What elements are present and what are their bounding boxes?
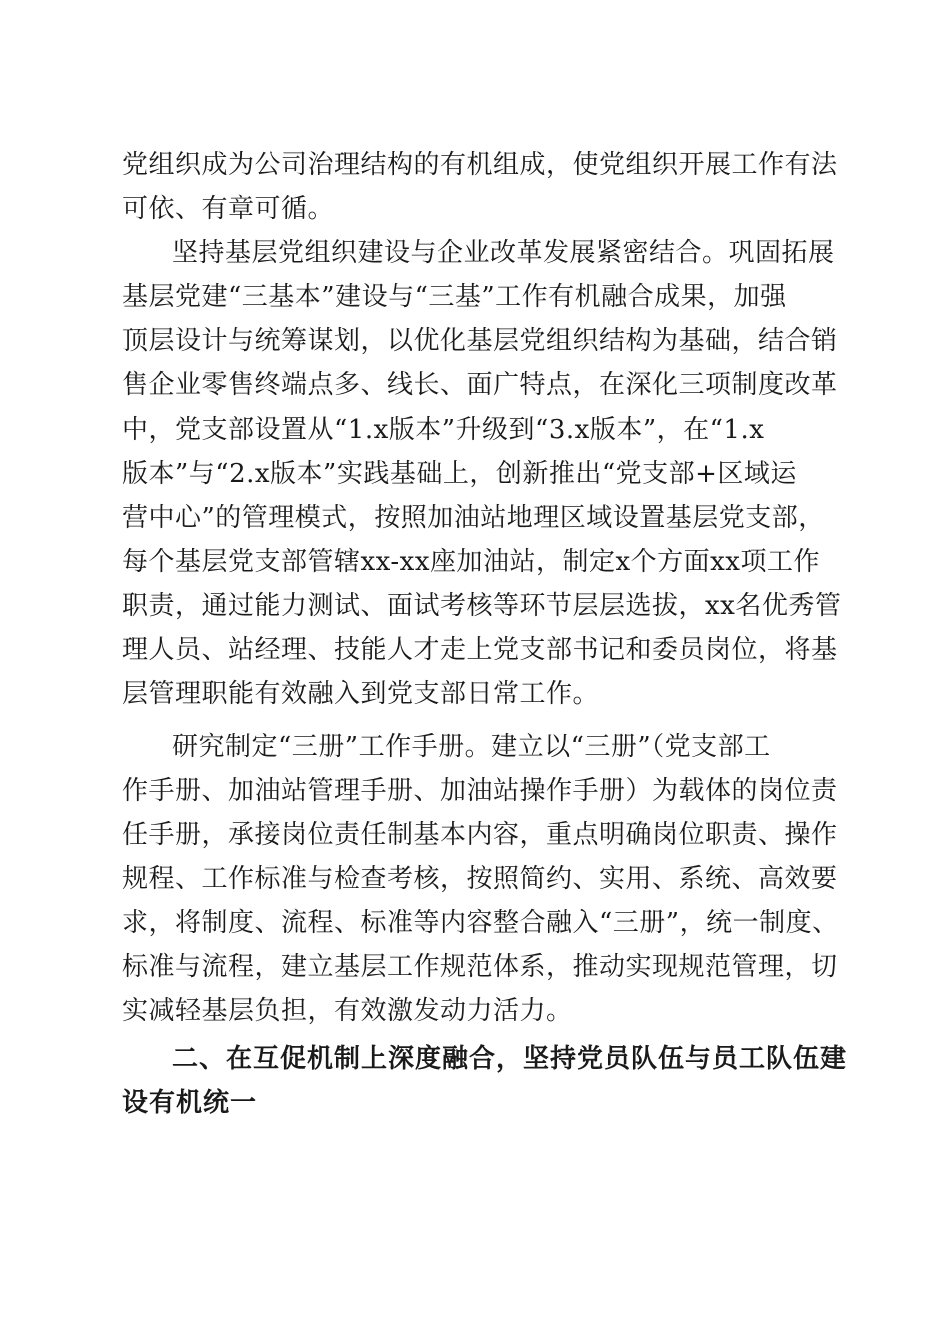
- body-text-line: 中，党支部设置从“1.x版本”升级到“3.x版本”，在“1.x: [122, 415, 765, 445]
- body-text-line: 每个基层党支部管辖xx-xx座加油站，制定x个方面xx项工作: [122, 547, 820, 577]
- body-text-line: 标准与流程，建立基层工作规范体系，推动实现规范管理，切: [122, 952, 838, 982]
- body-text-line: 版本”与“2.x版本”实践基础上，创新推出“党支部+区域运: [122, 459, 797, 489]
- body-text-line: 基层党建“三基本”建设与“三基”工作有机融合成果，加强: [122, 282, 787, 312]
- paragraph-first-line: 研究制定“三册”工作手册。建立以“三册”（党支部工: [172, 732, 771, 762]
- body-text-line: 规程、工作标准与检查考核，按照简约、实用、系统、高效要: [122, 864, 838, 894]
- section-heading: 设有机统一: [122, 1088, 258, 1118]
- body-text-line: 售企业零售终端点多、线长、面广特点，在深化三项制度改革: [122, 370, 838, 400]
- paragraph-first-line: 坚持基层党组织建设与企业改革发展紧密结合。巩固拓展: [172, 238, 835, 268]
- body-text-line: 实减轻基层负担，有效激发动力活力。: [122, 996, 573, 1026]
- body-text-line: 求，将制度、流程、标准等内容整合融入“三册”，统一制度、: [122, 908, 839, 938]
- section-heading: 二、在互促机制上深度融合，坚持党员队伍与员工队伍建: [172, 1044, 848, 1074]
- body-text-line: 作手册、加油站管理手册、加油站操作手册）为载体的岗位责: [122, 776, 838, 806]
- body-text-line: 党组织成为公司治理结构的有机组成，使党组织开展工作有法: [122, 150, 838, 180]
- body-text-line: 职责，通过能力测试、面试考核等环节层层选拔，xx名优秀管: [122, 591, 842, 621]
- body-text-line: 理人员、站经理、技能人才走上党支部书记和委员岗位，将基: [122, 635, 838, 665]
- body-text-line: 顶层设计与统筹谋划，以优化基层党组织结构为基础，结合销: [122, 326, 838, 356]
- body-text-line: 可依、有章可循。: [122, 194, 335, 224]
- body-text-line: 营中心”的管理模式，按照加油站地理区域设置基层党支部，: [122, 503, 825, 533]
- body-text-line: 层管理职能有效融入到党支部日常工作。: [122, 679, 600, 709]
- body-text-line: 任手册，承接岗位责任制基本内容，重点明确岗位职责、操作: [122, 820, 838, 850]
